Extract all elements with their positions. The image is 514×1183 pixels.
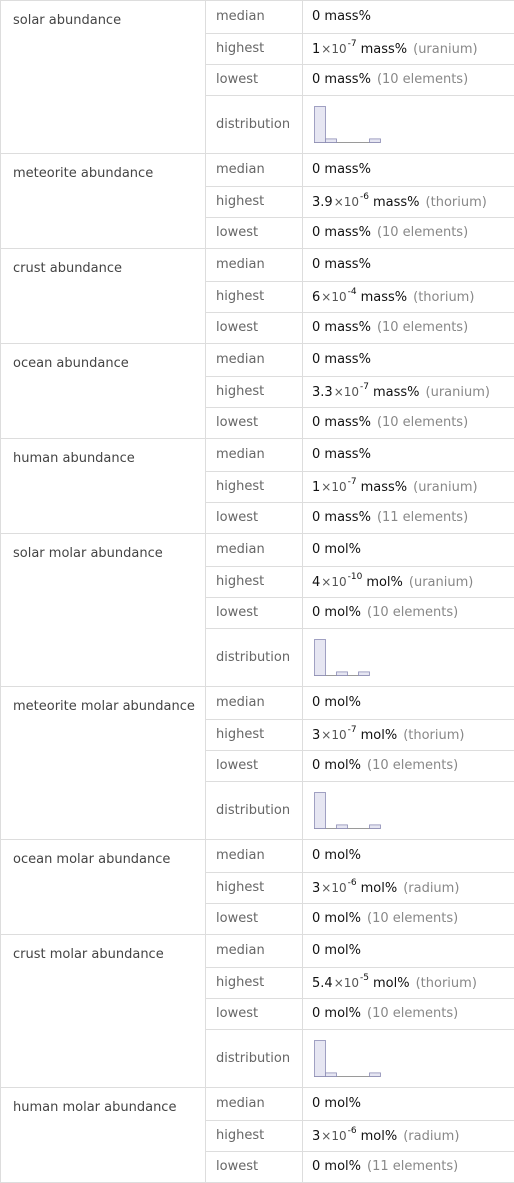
histogram-bar [370,1072,381,1076]
lowest-label: lowest [206,503,303,534]
median-value: 0 mol% [303,840,514,873]
highest-exponent: -10 [348,572,363,582]
highest-exponent: -4 [348,287,357,297]
median-row [1,439,514,472]
median-row [1,1088,514,1121]
median-value: 0 mass% [303,249,514,282]
lowest-label: lowest [206,598,303,629]
median-value: 0 mass% [303,439,514,472]
highest-value [303,720,514,751]
highest-value [303,968,514,999]
histogram-bar [315,1040,326,1076]
median-label: median [206,687,303,720]
times-ten: ×10 [320,480,347,494]
property-name: ocean abundance [1,344,206,439]
highest-coefficient: 4 [312,575,320,590]
highest-label: highest [206,968,303,999]
highest-label: highest [206,377,303,408]
median-row [1,935,514,968]
lowest-value-text: 0 mass% [312,415,371,430]
highest-label: highest [206,567,303,598]
median-label: median [206,154,303,187]
property-name: meteorite molar abundance [1,687,206,840]
lowest-value [303,751,514,782]
lowest-count-note: (11 elements) [367,1159,458,1174]
lowest-label: lowest [206,751,303,782]
highest-unit: mol% [361,1129,398,1144]
lowest-value-text: 0 mass% [312,510,371,525]
times-ten: ×10 [320,881,347,895]
highest-label: highest [206,472,303,503]
highest-element-note: (thorium) [416,976,477,991]
highest-value [303,472,514,503]
median-label: median [206,534,303,567]
highest-coefficient: 3.3 [312,385,333,400]
distribution-cell [303,1030,514,1088]
distribution-cell [303,629,514,687]
times-ten: ×10 [320,1129,347,1143]
times-ten: ×10 [333,385,360,399]
histogram-bar [326,1072,337,1076]
lowest-count-note: (10 elements) [367,758,458,773]
median-label: median [206,935,303,968]
highest-value [303,187,514,218]
distribution-cell [303,96,514,154]
highest-label: highest [206,282,303,313]
highest-coefficient: 3 [312,881,320,896]
highest-element-note: (radium) [403,881,459,896]
median-label: median [206,249,303,282]
times-ten: ×10 [320,42,347,56]
lowest-label: lowest [206,65,303,96]
median-value: 0 mol% [303,935,514,968]
highest-label: highest [206,187,303,218]
highest-exponent: -6 [348,878,357,888]
highest-coefficient: 1 [312,42,320,57]
highest-coefficient: 3 [312,1129,320,1144]
highest-value [303,1121,514,1152]
highest-label: highest [206,720,303,751]
median-value: 0 mass% [303,1,514,34]
histogram-bar [326,138,337,142]
lowest-label: lowest [206,408,303,439]
property-name: solar abundance [1,1,206,154]
highest-unit: mol% [361,728,398,743]
lowest-label: lowest [206,313,303,344]
highest-exponent: -6 [348,1126,357,1136]
distribution-label: distribution [206,782,303,840]
highest-element-note: (uranium) [409,575,473,590]
highest-exponent: -7 [348,39,357,49]
lowest-count-note: (10 elements) [367,605,458,620]
median-label: median [206,344,303,377]
median-value: 0 mol% [303,687,514,720]
median-label: median [206,439,303,472]
distribution-cell [303,782,514,840]
highest-element-note: (radium) [403,1129,459,1144]
histogram-bar [337,671,348,675]
histogram-bar [337,824,348,828]
lowest-count-note: (10 elements) [367,911,458,926]
distribution-label: distribution [206,629,303,687]
highest-exponent: -6 [360,192,369,202]
highest-exponent: -7 [348,725,357,735]
highest-coefficient: 3.9 [312,195,333,210]
median-label: median [206,1,303,34]
median-value: 0 mass% [303,344,514,377]
histogram-bar [370,824,381,828]
highest-element-note: (uranium) [413,480,477,495]
lowest-value-text: 0 mol% [312,758,361,773]
property-name: human molar abundance [1,1088,206,1183]
highest-value [303,377,514,408]
highest-label: highest [206,1121,303,1152]
median-value: 0 mass% [303,154,514,187]
lowest-count-note: (10 elements) [377,72,468,87]
lowest-value-text: 0 mol% [312,1159,361,1174]
times-ten: ×10 [320,290,347,304]
times-ten: ×10 [320,728,347,742]
times-ten: ×10 [320,575,347,589]
median-row [1,154,514,187]
highest-element-note: (thorium) [413,290,474,305]
highest-unit: mol% [366,575,403,590]
lowest-value-text: 0 mass% [312,72,371,87]
highest-value [303,34,514,65]
lowest-count-note: (10 elements) [377,415,468,430]
highest-unit: mass% [361,290,408,305]
property-name: meteorite abundance [1,154,206,249]
distribution-histogram [312,638,384,678]
highest-value [303,282,514,313]
histogram-bar [315,106,326,142]
highest-unit: mass% [361,480,408,495]
property-name: solar molar abundance [1,534,206,687]
histogram-bar [315,639,326,675]
property-name: crust molar abundance [1,935,206,1088]
highest-element-note: (thorium) [403,728,464,743]
median-row [1,534,514,567]
highest-element-note: (uranium) [413,42,477,57]
median-row [1,344,514,377]
times-ten: ×10 [333,195,360,209]
lowest-value [303,408,514,439]
lowest-value-text: 0 mass% [312,320,371,335]
lowest-label: lowest [206,218,303,249]
lowest-count-note: (10 elements) [367,1006,458,1021]
median-value: 0 mol% [303,534,514,567]
median-value: 0 mol% [303,1088,514,1121]
histogram-bar [359,671,370,675]
highest-unit: mass% [373,385,420,400]
highest-label: highest [206,34,303,65]
median-row [1,840,514,873]
property-name: ocean molar abundance [1,840,206,935]
lowest-count-note: (11 elements) [377,510,468,525]
highest-value [303,567,514,598]
lowest-value [303,65,514,96]
lowest-count-note: (10 elements) [377,320,468,335]
lowest-value [303,904,514,935]
lowest-value [303,218,514,249]
highest-unit: mol% [373,976,410,991]
highest-unit: mol% [361,881,398,896]
highest-coefficient: 5.4 [312,976,333,991]
lowest-value [303,1152,514,1183]
histogram-bar [370,138,381,142]
highest-exponent: -7 [348,477,357,487]
distribution-label: distribution [206,1030,303,1088]
highest-coefficient: 3 [312,728,320,743]
highest-coefficient: 6 [312,290,320,305]
highest-exponent: -7 [360,382,369,392]
lowest-count-note: (10 elements) [377,225,468,240]
lowest-value [303,313,514,344]
histogram-bar [315,792,326,828]
median-label: median [206,840,303,873]
property-name: crust abundance [1,249,206,344]
highest-label: highest [206,873,303,904]
highest-unit: mass% [361,42,408,57]
lowest-value [303,999,514,1030]
lowest-value-text: 0 mol% [312,911,361,926]
distribution-label: distribution [206,96,303,154]
times-ten: ×10 [333,976,360,990]
median-row [1,687,514,720]
lowest-value [303,598,514,629]
highest-exponent: -5 [360,973,369,983]
highest-element-note: (thorium) [426,195,487,210]
lowest-value-text: 0 mol% [312,605,361,620]
property-name: human abundance [1,439,206,534]
median-label: median [206,1088,303,1121]
highest-coefficient: 1 [312,480,320,495]
lowest-value [303,503,514,534]
distribution-histogram [312,791,384,831]
lowest-label: lowest [206,1152,303,1183]
lowest-label: lowest [206,904,303,935]
median-row [1,1,514,34]
distribution-histogram [312,105,384,145]
median-row [1,249,514,282]
lowest-value-text: 0 mass% [312,225,371,240]
lowest-label: lowest [206,999,303,1030]
lowest-value-text: 0 mol% [312,1006,361,1021]
distribution-histogram [312,1039,384,1079]
highest-element-note: (uranium) [426,385,490,400]
highest-unit: mass% [373,195,420,210]
highest-value [303,873,514,904]
